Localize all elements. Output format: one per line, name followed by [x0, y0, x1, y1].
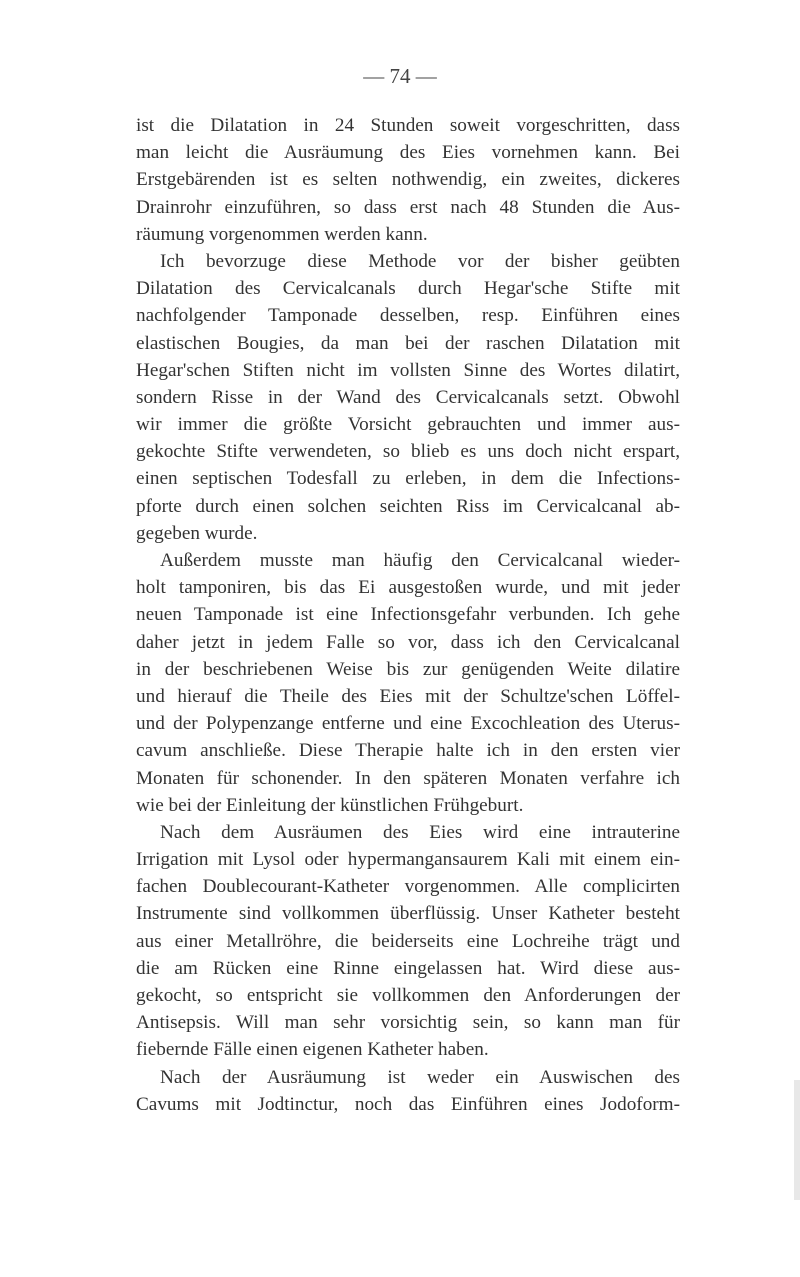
text-line: Dilatation des Cervicalcanals durch Hegar'sche Stifte mit — [136, 278, 680, 300]
text-line: Irrigation mit Lysol oder hypermangansaurem Kali mit einem ein- — [136, 849, 680, 871]
text-line: und der Polypenzange entferne und eine Excochleation des Uterus- — [136, 713, 680, 735]
text-line: Nach dem Ausräumen des Eies wird eine intrauterine — [160, 821, 680, 843]
text-line: man leicht die Ausräumung des Eies vornehmen kann. Bei — [136, 142, 680, 164]
text-line: nachfolgender Tamponade desselben, resp. Einführen eines — [136, 305, 680, 327]
text-line: neuen Tamponade ist eine Infectionsgefahr verbunden. Ich gehe — [136, 604, 680, 626]
text-line: Monaten für schonender. In den späteren Monaten verfahre ich — [136, 767, 680, 789]
text-line: in der beschriebenen Weise bis zur genügenden Weite dilatire — [136, 658, 680, 680]
text-line: fiebernde Fälle einen eigenen Katheter haben. — [136, 1039, 489, 1061]
text-line: Cavums mit Jodtinctur, noch das Einführen eines Jodoform- — [136, 1093, 680, 1115]
page-edge-shadow — [794, 1080, 800, 1200]
text-line: Nach der Ausräumung ist weder ein Auswischen des — [160, 1066, 680, 1088]
paragraph-3 — [136, 547, 680, 819]
paragraph-4 — [136, 819, 680, 1064]
text-body — [136, 112, 680, 1118]
text-line: Antisepsis. Will man sehr vorsichtig sein, so kann man für — [136, 1012, 680, 1034]
text-line: sondern Risse in der Wand des Cervicalcanals setzt. Obwohl — [136, 386, 680, 408]
text-line: und hierauf die Theile des Eies mit der Schultze'schen Löffel- — [136, 685, 680, 707]
text-line: fachen Doublecourant-Katheter vorgenommen. Alle complicirten — [136, 876, 680, 898]
text-line: gekocht, so entspricht sie vollkommen den Anforderungen der — [136, 985, 680, 1006]
text-line: gegeben wurde. — [136, 522, 258, 544]
text-line: wie bei der Einleitung der künstlichen Frühgeburt. — [136, 794, 524, 816]
text-line: daher jetzt in jedem Falle so vor, dass ich den Cervicalcanal — [136, 631, 680, 653]
text-line: ist die Dilatation in 24 Stunden soweit vorgeschritten, dass — [136, 115, 680, 136]
text-line: gekochte Stifte verwendeten, so blieb es uns doch nicht erspart, — [136, 441, 680, 463]
text-line: einen septischen Todesfall zu erleben, in dem die Infections- — [136, 468, 680, 490]
paragraph-2 — [136, 248, 680, 547]
text-line: elastischen Bougies, da man bei der raschen Dilatation mit — [136, 332, 680, 354]
text-line: pforte durch einen solchen seichten Riss im Cervicalcanal ab- — [136, 495, 680, 517]
text-line: die am Rücken eine Rinne eingelassen hat. Wird diese aus- — [136, 957, 680, 979]
text-line: aus einer Metallröhre, die beiderseits eine Lochreihe trägt und — [136, 930, 680, 952]
paragraph-5 — [136, 1064, 680, 1118]
text-line: Drainrohr einzuführen, so dass erst nach 48 Stunden die Aus- — [136, 196, 680, 218]
text-line: Ich bevorzuge diese Methode vor der bisher geübten — [160, 250, 680, 272]
text-line: Hegar'schen Stiften nicht im vollsten Sinne des Wortes dilatirt, — [136, 359, 680, 381]
text-line: räumung vorgenommen werden kann. — [136, 223, 428, 245]
page-number: — 74 — — [363, 64, 437, 88]
text-line: wir immer die größte Vorsicht gebrauchten und immer aus- — [136, 414, 680, 436]
paragraph-1 — [136, 112, 680, 248]
text-line: holt tamponiren, bis das Ei ausgestoßen wurde, und mit jeder — [136, 577, 680, 599]
text-line: Erstgebärenden ist es selten nothwendig, ein zweites, dickeres — [136, 169, 680, 191]
text-line: Instrumente sind vollkommen überflüssig. Unser Katheter besteht — [136, 903, 680, 925]
text-line: cavum anschließe. Diese Therapie halte ich in den ersten vier — [136, 740, 680, 762]
text-line: Außerdem musste man häufig den Cervicalcanal wieder- — [160, 550, 680, 571]
